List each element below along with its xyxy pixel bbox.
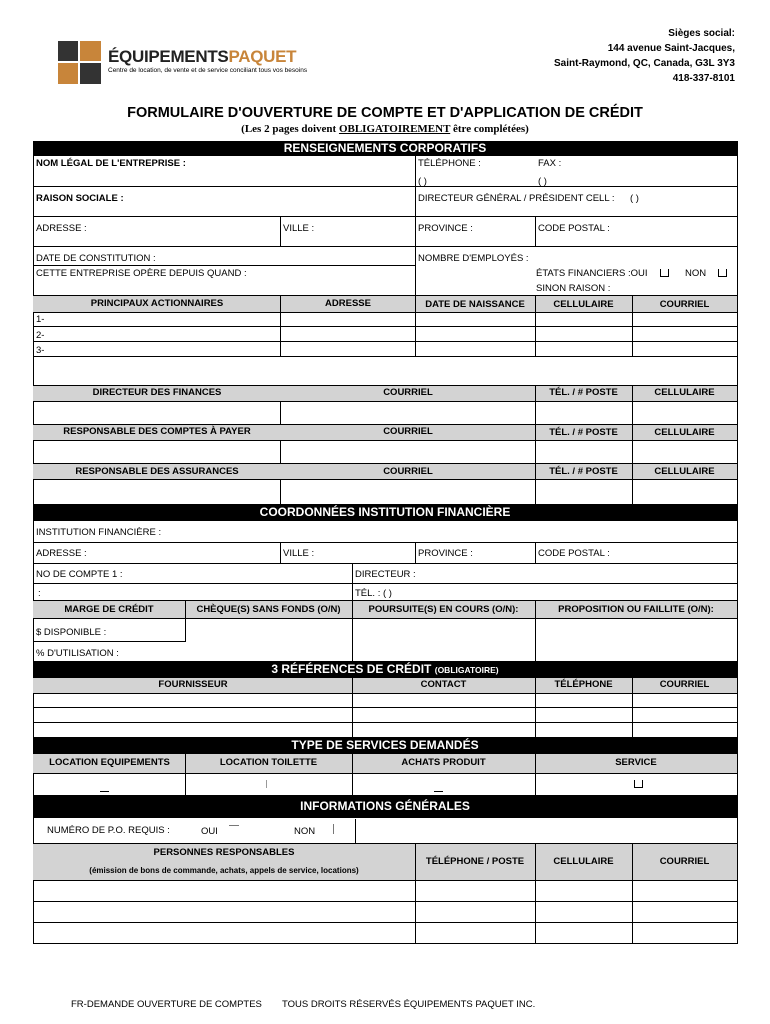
bank-tel-label: TÉL. : ( ) <box>355 588 392 599</box>
bank-address-label: ADRESSE : <box>36 548 87 559</box>
contact-insurance-role: RESPONSABLE DES ASSURANCES <box>75 466 239 477</box>
page-subtitle <box>0 123 770 136</box>
account-number-label: NO DE COMPTE 1 : <box>36 569 123 580</box>
equipment-rental-checkbox[interactable] <box>100 784 109 792</box>
logo-tile-bottom-left <box>58 63 78 84</box>
shareholder-row-1[interactable]: 1- <box>36 314 45 325</box>
contact-payables-input-row[interactable] <box>34 440 737 462</box>
bank-city-label: VILLE : <box>283 548 315 559</box>
director-cell-input[interactable]: ( ) <box>630 193 639 204</box>
institution-label: INSTITUTION FINANCIÈRE : <box>36 527 162 538</box>
bank-province-label: PROVINCE : <box>418 548 473 559</box>
financial-statements-yes-checkbox[interactable] <box>660 269 669 277</box>
contact-insurance-cell: CELLULAIRE <box>654 466 715 477</box>
financial-statements-no-label: NON <box>685 268 707 279</box>
col-service: SERVICE <box>615 757 657 768</box>
brand-name-part2: PAQUET <box>228 47 297 66</box>
constitution-date-label: DATE DE CONSTITUTION : <box>36 253 156 264</box>
contact-insurance-phone: TÉL. / # POSTE <box>549 466 618 477</box>
col-product-purchase: ACHATS PRODUIT <box>401 757 486 768</box>
logo-tile-bottom-right <box>80 63 101 84</box>
company-phone: 418-337-8101 <box>672 73 735 84</box>
contact-finance-cell: CELLULAIRE <box>654 387 715 398</box>
col-gen-phone: TÉLÉPHONE / POSTE <box>425 856 525 867</box>
brand-name <box>108 47 296 66</box>
head-office-label: Sièges social: <box>668 28 735 39</box>
shareholder-row-3[interactable]: 3- <box>36 345 45 356</box>
business-name-label: RAISON SOCIALE : <box>36 193 124 204</box>
province-label: PROVINCE : <box>418 223 473 234</box>
section-header-general: INFORMATIONS GÉNÉRALES <box>33 795 737 818</box>
subtitle-pre: (Les 2 pages doivent <box>241 123 339 135</box>
section-header-bank: COORDONNÉES INSTITUTION FINANCIÈRE <box>33 504 737 521</box>
col-shareholder-cell: CELLULAIRE <box>553 299 614 310</box>
address-label: ADRESSE : <box>36 223 87 234</box>
lawsuits-header: POURSUITE(S) EN COURS (O/N): <box>368 604 519 615</box>
responsible-persons-note: (émission de bons de commande, achats, appels de service, locations) <box>89 866 359 875</box>
product-purchase-checkbox[interactable] <box>434 784 443 792</box>
brand-tagline: Centre de location, de vente et de service conciliant tous vos besoins <box>108 67 308 74</box>
po-yes-checkbox[interactable] <box>229 825 239 826</box>
reference-rows[interactable] <box>34 693 737 737</box>
contact-payables-role: RESPONSABLE DES COMPTES À PAYER <box>63 426 251 437</box>
po-required-label: NUMÉRO DE P.O. REQUIS : <box>47 825 170 836</box>
bankruptcy-header: PROPOSITION OU FAILLITE (O/N): <box>558 604 714 615</box>
available-label: $ DISPONIBLE : <box>36 627 107 638</box>
phone-label: TÉLÉPHONE : <box>418 158 481 169</box>
col-ref-contact: CONTACT <box>420 679 467 690</box>
legal-name-input[interactable] <box>210 157 410 185</box>
po-yes-label: OUI <box>201 826 218 837</box>
col-equipment-rental: LOCATION EQUIPEMENTS <box>49 757 170 768</box>
postal-code-label: CODE POSTAL : <box>538 223 610 234</box>
legal-name-label: NOM LÉGAL DE L'ENTREPRISE : <box>36 158 186 169</box>
contact-finance-input-row[interactable] <box>34 401 737 423</box>
references-header-main: 3 RÉFÉRENCES DE CRÉDIT <box>271 662 432 676</box>
operating-since-label: CETTE ENTREPRISE OPÈRE DEPUIS QUAND : <box>36 268 247 279</box>
nsf-cheques-header: CHÈQUE(S) SANS FONDS (O/N) <box>196 604 341 615</box>
bank-director-label: DIRECTEUR : <box>355 569 416 580</box>
col-ref-email: COURRIEL <box>659 679 710 690</box>
credit-margin-header: MARGE DE CRÉDIT <box>64 604 154 615</box>
col-gen-email: COURRIEL <box>659 856 710 867</box>
toilet-rental-checkbox[interactable] <box>266 780 275 788</box>
po-no-checkbox[interactable] <box>333 824 334 834</box>
address-line1: 144 avenue Saint-Jacques, <box>607 43 735 54</box>
col-toilet-rental: LOCATION TOILETTE <box>219 757 318 768</box>
section-header-references <box>33 661 737 677</box>
col-birth-date: DATE DE NAISSANCE <box>425 299 525 310</box>
col-gen-cell: CELLULAIRE <box>553 856 614 867</box>
contact-insurance-email: COURRIEL <box>383 466 433 477</box>
col-supplier: FOURNISSEUR <box>158 679 228 690</box>
responsible-persons-rows[interactable] <box>34 880 737 943</box>
fax-label: FAX : <box>538 158 562 169</box>
shareholder-row-2[interactable]: 2- <box>36 330 45 341</box>
logo-tile-top-left <box>58 41 78 61</box>
po-number-input[interactable] <box>356 819 737 843</box>
contact-payables-cell: CELLULAIRE <box>654 427 715 438</box>
footer-left: FR-DEMANDE OUVERTURE DE COMPTES <box>71 999 262 1010</box>
contact-finance-phone: TÉL. / # POSTE <box>549 387 618 398</box>
otherwise-reason-label: SINON RAISON : <box>536 283 611 294</box>
director-cell-label: DIRECTEUR GÉNÉRAL / PRÉSIDENT CELL : <box>418 193 615 204</box>
col-shareholder-address: ADRESSE <box>325 298 371 309</box>
subtitle-emph: OBLIGATOIREMENT <box>338 123 451 135</box>
contact-finance-email: COURRIEL <box>383 387 433 398</box>
section-header-corporate: RENSEIGNEMENTS CORPORATIFS <box>33 141 737 156</box>
col-ref-phone: TÉLÉPHONE <box>554 679 613 690</box>
section-header-services: TYPE DE SERVICES DEMANDÉS <box>33 737 737 753</box>
col-shareholders: PRINCIPAUX ACTIONNAIRES <box>90 298 224 309</box>
contact-insurance-input-row[interactable] <box>34 479 737 503</box>
financial-statements-no-checkbox[interactable] <box>718 269 727 277</box>
employees-label: NOMBRE D'EMPLOYÉS : <box>418 253 529 264</box>
col-shareholder-email: COURRIEL <box>659 299 710 310</box>
service-checkbox[interactable] <box>634 780 643 788</box>
city-label: VILLE : <box>283 223 315 234</box>
responsible-persons-header: PERSONNES RESPONSABLES <box>153 847 295 858</box>
account-colon: : <box>38 588 41 599</box>
contact-finance-role: DIRECTEUR DES FINANCES <box>92 387 222 398</box>
contact-payables-phone: TÉL. / # POSTE <box>549 427 618 438</box>
brand-name-part1: ÉQUIPEMENTS <box>108 47 229 66</box>
company-address-block <box>554 26 735 86</box>
bank-postal-label: CODE POSTAL : <box>538 548 610 559</box>
company-logo <box>58 41 101 84</box>
logo-tile-top-right <box>80 41 101 61</box>
fax-input[interactable]: ( ) <box>538 176 547 187</box>
page-title: FORMULAIRE D'OUVERTURE DE COMPTE ET D'APPLICATION DE CRÉDIT <box>127 105 643 121</box>
po-no-label: NON <box>294 826 316 837</box>
subtitle-post: être complétées) <box>450 123 529 135</box>
references-header-sub: (OBLIGATOIRE) <box>434 665 499 675</box>
phone-input[interactable]: ( ) <box>418 176 427 187</box>
address-line2: Saint-Raymond, QC, Canada, G3L 3Y3 <box>554 58 735 69</box>
utilization-label: % D'UTILISATION : <box>36 648 119 659</box>
financial-statements-yes-label: ÉTATS FINANCIERS :OUI <box>536 268 648 279</box>
footer-right: TOUS DROITS RÉSERVÉS ÉQUIPEMENTS PAQUET INC. <box>282 999 536 1010</box>
contact-payables-email: COURRIEL <box>383 426 433 437</box>
